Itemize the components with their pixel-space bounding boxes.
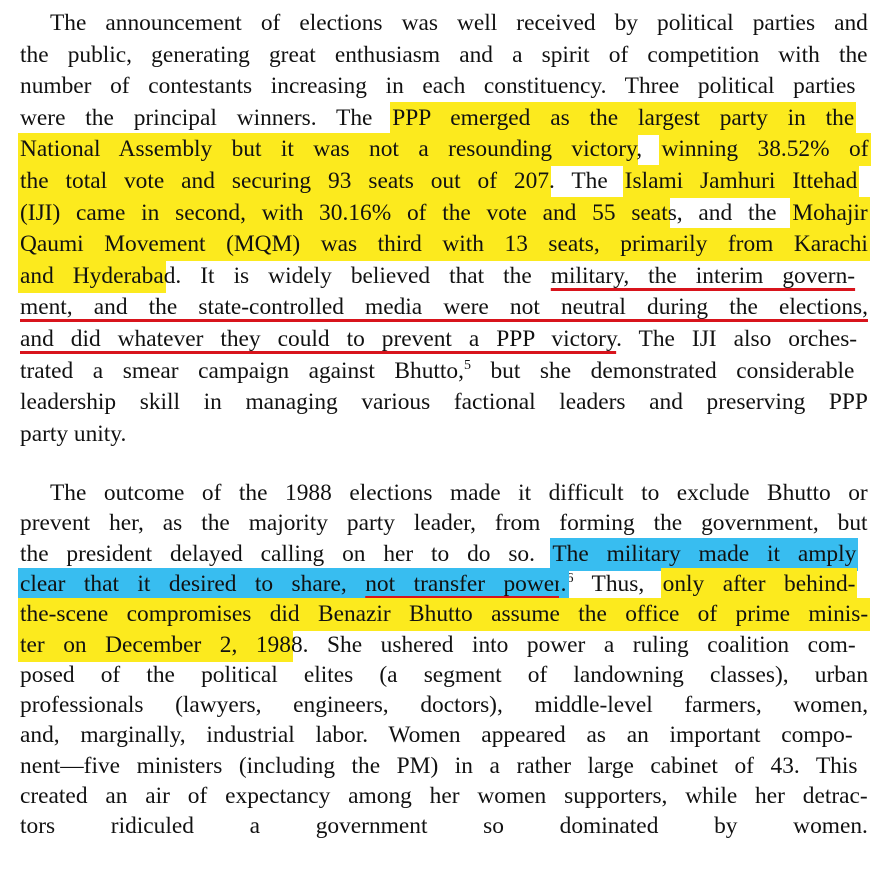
yellow-highlight: Qaumi Movement (MQM) was third with 13 seats, primarily from Karachi: [20, 231, 868, 258]
text-run: created an air of expectancy among her women supporters, while her detrac-: [20, 783, 868, 809]
yellow-highlight: National Assembly but it was not a resounding victory: [20, 136, 637, 163]
text-run: Thus,: [573, 570, 663, 597]
text-run: . The IJI also orches-: [616, 326, 858, 352]
yellow-highlight: (IJI) came in second, with 30.16% of the vote and 55 seat: [20, 199, 668, 226]
text-run: party unity.: [20, 420, 127, 447]
yellow-highlight: Islami Jamhuri Ittehad: [624, 168, 858, 194]
text-run: number of contestants increasing in each constituency. Three political parties: [20, 73, 856, 100]
text-line: [50, 477, 868, 509]
yellow-highlight: Mohajir: [792, 199, 868, 226]
red-underline: ment, and the state-controlled media were not neutral during the elections,: [20, 294, 868, 321]
text-line: [20, 507, 868, 539]
text-line: [20, 568, 855, 600]
text-run: the president delayed calling on her to do so.: [20, 540, 553, 567]
text-line: [20, 598, 868, 630]
text-run: ,: [636, 136, 662, 163]
text-line: [20, 165, 857, 197]
blue-highlight: clear that it desired to share,: [20, 570, 366, 597]
text-line: [20, 260, 855, 292]
text-run: but she demonstrated considerable: [470, 357, 855, 384]
text-line: [50, 7, 868, 39]
text-line: [20, 780, 868, 812]
footnote-marker: 5: [463, 357, 471, 373]
text-line: [20, 355, 854, 387]
text-run: tors ridiculed a government so dominated by women.: [20, 813, 868, 840]
text-line: [20, 538, 856, 570]
text-run: s, and the: [667, 199, 793, 226]
red-underline: and did whatever they could to prevent a PPP victory: [20, 326, 617, 352]
text-run: The outcome of the 1988 elections made it difficult to exclude Bhutto or: [50, 480, 868, 506]
text-run: prevent her, as the majority party leader, from forming the government, but: [20, 510, 868, 537]
yellow-highlight: PPP emerged as the largest party in the: [392, 104, 855, 131]
text-run: trated a smear campaign against Bhutto,: [20, 357, 464, 384]
blue-highlight: The military made it amply: [552, 540, 857, 567]
text-line: [20, 810, 868, 842]
text-run: . The: [549, 168, 625, 194]
text-line: [20, 102, 854, 134]
text-line: [20, 197, 868, 229]
yellow-highlight: winning 38.52% of: [661, 136, 869, 163]
text-line: [20, 133, 869, 165]
blue-highlight: .: [560, 570, 567, 597]
text-line: [20, 291, 868, 323]
text-line: [20, 386, 868, 418]
text-line: [20, 719, 853, 751]
text-run: were the principal winners. The: [20, 104, 393, 131]
text-run: d. It is widely believed that the: [163, 262, 551, 289]
text-run: posed of the political elites (a segment of landowning classes), urban: [20, 661, 869, 688]
text-line: [20, 228, 868, 260]
yellow-highlight: the total vote and securing 93 seats out of 207: [20, 168, 550, 194]
text-run: 8. She ushered into power a ruling coalition com-: [290, 631, 856, 658]
yellow-highlight: the-scene compromises did Benazir Bhutto assume the office of prime minis-: [20, 601, 869, 628]
text-run: and, marginally, industrial labor. Women appeared as an important compo-: [20, 722, 853, 749]
yellow-highlight: ter on December 2, 198: [20, 631, 291, 658]
text-line: [20, 39, 868, 71]
yellow-highlight: and Hyderaba: [20, 262, 164, 289]
text-run: nent—five ministers (including the PM) in a rather large cabinet of 43. This: [20, 752, 858, 779]
text-line: [20, 689, 868, 721]
red-underline: military, the interim govern-: [550, 262, 856, 289]
text-line: [20, 418, 126, 450]
text-line: [20, 659, 868, 691]
text-run: professionals (lawyers, engineers, doctors), middle-level farmers, women,: [20, 692, 869, 719]
text-line: [20, 323, 857, 355]
text-line: [20, 629, 856, 661]
text-line: [20, 750, 857, 782]
blue-highlight: not transfer power: [365, 570, 561, 597]
text-run: leadership skill in managing various factional leaders and preserving PPP: [20, 389, 868, 416]
text-run: the public, generating great enthusiasm and a spirit of competition with the: [20, 41, 868, 68]
text-line: [20, 70, 856, 102]
text-run: The announcement of elections was well received by political parties and: [50, 10, 868, 36]
footnote-marker: 6: [566, 570, 574, 586]
yellow-highlight: only after behind-: [662, 570, 856, 597]
